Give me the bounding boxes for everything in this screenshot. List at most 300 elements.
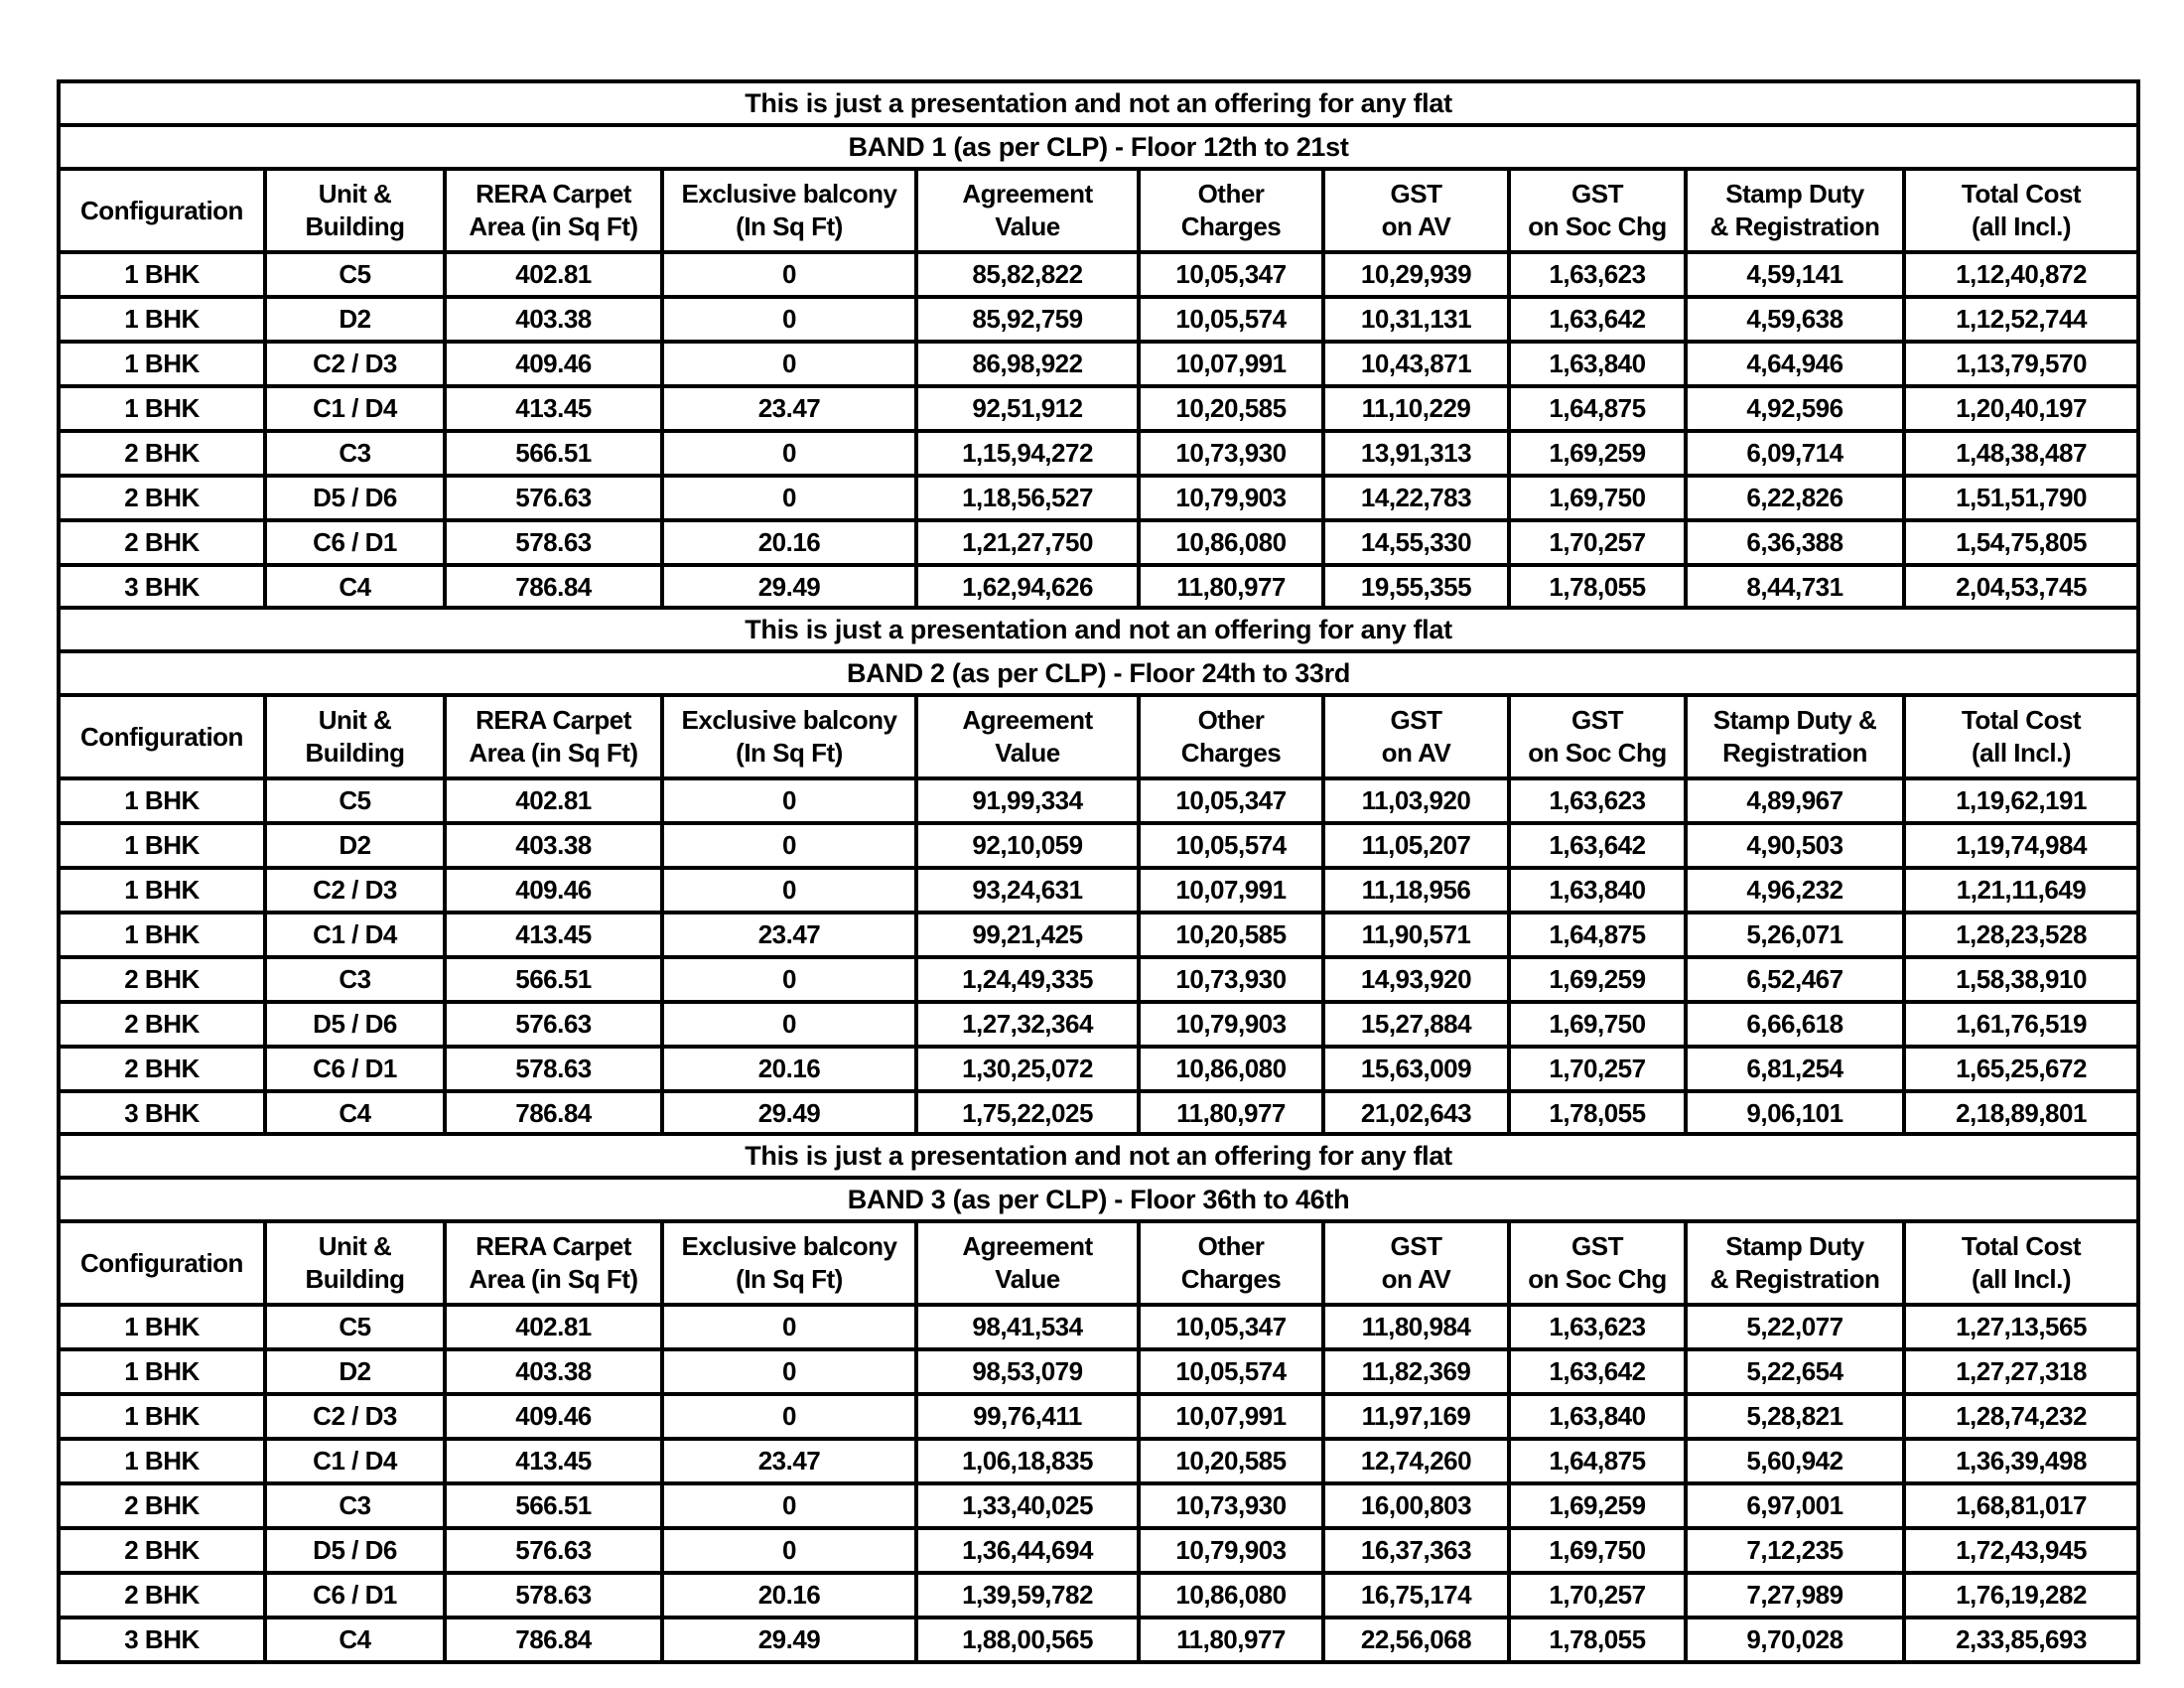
cell-total-cost: 1,19,74,984 <box>1904 823 2138 868</box>
cell-gst-on-av: 14,55,330 <box>1323 520 1509 565</box>
band-title: BAND 3 (as per CLP) - Floor 36th to 46th <box>59 1178 2138 1221</box>
cell-gst-on-av: 11,90,571 <box>1323 913 1509 957</box>
cell-gst-on-av: 10,29,939 <box>1323 252 1509 297</box>
cell-unit-building: C4 <box>265 1618 445 1662</box>
cell-exclusive-balcony: 0 <box>662 1305 916 1349</box>
cell-agreement-value: 85,82,822 <box>916 252 1139 297</box>
column-header-stamp-duty-registration <box>1686 1221 1904 1305</box>
column-header-unit-building <box>265 695 445 778</box>
cell-agreement-value: 93,24,631 <box>916 868 1139 913</box>
cell-gst-on-av: 11,18,956 <box>1323 868 1509 913</box>
cell-other-charges: 10,73,930 <box>1139 431 1323 476</box>
cell-gst-on-soc-chg: 1,69,750 <box>1509 1528 1686 1573</box>
cell-total-cost: 1,27,27,318 <box>1904 1349 2138 1394</box>
cell-gst-on-av: 10,43,871 <box>1323 342 1509 386</box>
cell-gst-on-soc-chg: 1,63,840 <box>1509 1394 1686 1439</box>
table-row <box>59 1528 2138 1573</box>
cell-unit-building: C6 / D1 <box>265 1573 445 1618</box>
cell-agreement-value: 1,88,00,565 <box>916 1618 1139 1662</box>
cell-rera-carpet-area: 402.81 <box>445 252 662 297</box>
cell-stamp-duty-registration: 6,52,467 <box>1686 957 1904 1002</box>
cell-total-cost: 2,18,89,801 <box>1904 1091 2138 1136</box>
cell-total-cost: 1,48,38,487 <box>1904 431 2138 476</box>
cell-stamp-duty-registration: 6,22,826 <box>1686 476 1904 520</box>
table-row <box>59 957 2138 1002</box>
cell-agreement-value: 98,53,079 <box>916 1349 1139 1394</box>
column-header-line1: GST <box>1390 179 1442 209</box>
cell-configuration: 3 BHK <box>59 1091 265 1136</box>
cell-stamp-duty-registration: 7,27,989 <box>1686 1573 1904 1618</box>
column-header-line1: Agreement <box>962 179 1093 209</box>
column-header-gst-on-av <box>1323 695 1509 778</box>
table-row <box>59 1573 2138 1618</box>
cell-exclusive-balcony: 29.49 <box>662 565 916 610</box>
column-header-line1: Stamp Duty <box>1725 1231 1864 1261</box>
cell-total-cost: 1,28,23,528 <box>1904 913 2138 957</box>
cell-gst-on-soc-chg: 1,70,257 <box>1509 1047 1686 1091</box>
cell-gst-on-av: 14,93,920 <box>1323 957 1509 1002</box>
cell-configuration: 2 BHK <box>59 1483 265 1528</box>
cell-total-cost: 1,36,39,498 <box>1904 1439 2138 1483</box>
cell-total-cost: 1,68,81,017 <box>1904 1483 2138 1528</box>
cell-configuration: 1 BHK <box>59 913 265 957</box>
column-header-line2: Charges <box>1180 211 1282 241</box>
table-row <box>59 1002 2138 1047</box>
cell-exclusive-balcony: 29.49 <box>662 1618 916 1662</box>
cell-rera-carpet-area: 576.63 <box>445 476 662 520</box>
column-header-other-charges <box>1139 1221 1323 1305</box>
cell-exclusive-balcony: 0 <box>662 823 916 868</box>
cell-unit-building: D2 <box>265 297 445 342</box>
cell-rera-carpet-area: 402.81 <box>445 778 662 823</box>
cell-rera-carpet-area: 566.51 <box>445 957 662 1002</box>
column-header-gst-on-av <box>1323 1221 1509 1305</box>
column-header-line2: on Soc Chg <box>1528 211 1667 241</box>
cell-stamp-duty-registration: 9,06,101 <box>1686 1091 1904 1136</box>
cell-other-charges: 10,05,347 <box>1139 778 1323 823</box>
column-header-line1: Total Cost <box>1961 1231 2082 1261</box>
column-header-line1: Configuration <box>80 721 243 752</box>
cell-configuration: 1 BHK <box>59 1394 265 1439</box>
band-2-price-table <box>57 606 2140 1138</box>
column-header-line2: Area (in Sq Ft) <box>469 1264 638 1294</box>
column-header-line2: & Registration <box>1709 1264 1880 1294</box>
cell-agreement-value: 1,36,44,694 <box>916 1528 1139 1573</box>
cell-exclusive-balcony: 23.47 <box>662 386 916 431</box>
cell-gst-on-av: 19,55,355 <box>1323 565 1509 610</box>
cell-gst-on-soc-chg: 1,69,259 <box>1509 1483 1686 1528</box>
cell-unit-building: D5 / D6 <box>265 1002 445 1047</box>
cell-other-charges: 10,20,585 <box>1139 386 1323 431</box>
column-header-agreement-value <box>916 169 1139 252</box>
cell-total-cost: 1,58,38,910 <box>1904 957 2138 1002</box>
disclaimer-row <box>59 1134 2138 1178</box>
cell-gst-on-av: 11,03,920 <box>1323 778 1509 823</box>
cell-rera-carpet-area: 409.46 <box>445 868 662 913</box>
cell-stamp-duty-registration: 4,96,232 <box>1686 868 1904 913</box>
cell-gst-on-soc-chg: 1,64,875 <box>1509 913 1686 957</box>
cell-other-charges: 10,86,080 <box>1139 1573 1323 1618</box>
cell-configuration: 2 BHK <box>59 476 265 520</box>
cell-unit-building: C4 <box>265 565 445 610</box>
cell-rera-carpet-area: 578.63 <box>445 1573 662 1618</box>
column-header-line2: Building <box>305 738 405 768</box>
cell-stamp-duty-registration: 6,81,254 <box>1686 1047 1904 1091</box>
table-row <box>59 823 2138 868</box>
cell-rera-carpet-area: 403.38 <box>445 297 662 342</box>
cell-stamp-duty-registration: 4,89,967 <box>1686 778 1904 823</box>
cell-exclusive-balcony: 0 <box>662 476 916 520</box>
cell-exclusive-balcony: 0 <box>662 868 916 913</box>
column-header-total-cost <box>1904 695 2138 778</box>
column-header-agreement-value <box>916 695 1139 778</box>
cell-configuration: 1 BHK <box>59 252 265 297</box>
cell-gst-on-av: 11,80,984 <box>1323 1305 1509 1349</box>
cell-exclusive-balcony: 0 <box>662 1528 916 1573</box>
column-header-line2: (all Incl.) <box>1972 1264 2071 1294</box>
cell-configuration: 2 BHK <box>59 431 265 476</box>
column-header-total-cost <box>1904 1221 2138 1305</box>
band-title: BAND 1 (as per CLP) - Floor 12th to 21st <box>59 125 2138 169</box>
table-row <box>59 1394 2138 1439</box>
cell-agreement-value: 1,33,40,025 <box>916 1483 1139 1528</box>
column-header-configuration <box>59 169 265 252</box>
cell-other-charges: 11,80,977 <box>1139 565 1323 610</box>
cell-exclusive-balcony: 20.16 <box>662 1573 916 1618</box>
column-header-line2: & Registration <box>1709 211 1880 241</box>
cell-rera-carpet-area: 786.84 <box>445 565 662 610</box>
cell-gst-on-av: 16,75,174 <box>1323 1573 1509 1618</box>
cell-rera-carpet-area: 413.45 <box>445 1439 662 1483</box>
cell-unit-building: C2 / D3 <box>265 1394 445 1439</box>
cell-stamp-duty-registration: 5,28,821 <box>1686 1394 1904 1439</box>
cell-agreement-value: 1,75,22,025 <box>916 1091 1139 1136</box>
column-header-line1: GST <box>1390 1231 1442 1261</box>
cell-other-charges: 10,20,585 <box>1139 913 1323 957</box>
cell-rera-carpet-area: 576.63 <box>445 1528 662 1573</box>
cell-configuration: 2 BHK <box>59 957 265 1002</box>
cell-stamp-duty-registration: 6,97,001 <box>1686 1483 1904 1528</box>
cell-gst-on-soc-chg: 1,63,840 <box>1509 342 1686 386</box>
cell-rera-carpet-area: 566.51 <box>445 1483 662 1528</box>
column-header-line1: GST <box>1571 1231 1623 1261</box>
cell-other-charges: 10,05,574 <box>1139 297 1323 342</box>
cell-agreement-value: 1,21,27,750 <box>916 520 1139 565</box>
column-header-line2: Building <box>305 1264 405 1294</box>
cell-gst-on-soc-chg: 1,78,055 <box>1509 565 1686 610</box>
column-header-gst-on-soc-chg <box>1509 695 1686 778</box>
column-header-gst-on-soc-chg <box>1509 169 1686 252</box>
cell-gst-on-av: 16,00,803 <box>1323 1483 1509 1528</box>
cell-gst-on-soc-chg: 1,63,623 <box>1509 1305 1686 1349</box>
column-header-line1: Agreement <box>962 1231 1093 1261</box>
column-header-line1: RERA Carpet <box>476 705 631 735</box>
cell-unit-building: C6 / D1 <box>265 520 445 565</box>
table-row <box>59 297 2138 342</box>
cell-unit-building: C1 / D4 <box>265 386 445 431</box>
column-header-exclusive-balcony <box>662 1221 916 1305</box>
table-row <box>59 1618 2138 1662</box>
cell-rera-carpet-area: 409.46 <box>445 1394 662 1439</box>
cell-agreement-value: 1,30,25,072 <box>916 1047 1139 1091</box>
cell-configuration: 2 BHK <box>59 1047 265 1091</box>
cell-unit-building: D5 / D6 <box>265 1528 445 1573</box>
column-header-row <box>59 1221 2138 1305</box>
cell-exclusive-balcony: 0 <box>662 252 916 297</box>
table-row <box>59 1349 2138 1394</box>
table-row <box>59 1483 2138 1528</box>
cell-configuration: 1 BHK <box>59 297 265 342</box>
cell-total-cost: 1,13,79,570 <box>1904 342 2138 386</box>
column-header-line1: Exclusive balcony <box>681 705 897 735</box>
cell-stamp-duty-registration: 5,60,942 <box>1686 1439 1904 1483</box>
cell-exclusive-balcony: 0 <box>662 1002 916 1047</box>
column-header-line1: GST <box>1390 705 1442 735</box>
column-header-line1: GST <box>1571 705 1623 735</box>
column-header-rera-carpet-area <box>445 1221 662 1305</box>
cell-rera-carpet-area: 578.63 <box>445 520 662 565</box>
cell-gst-on-soc-chg: 1,63,642 <box>1509 297 1686 342</box>
column-header-rera-carpet-area <box>445 695 662 778</box>
cell-configuration: 3 BHK <box>59 1618 265 1662</box>
cell-configuration: 2 BHK <box>59 1002 265 1047</box>
band-title: BAND 2 (as per CLP) - Floor 24th to 33rd <box>59 651 2138 695</box>
cell-unit-building: C3 <box>265 1483 445 1528</box>
cell-stamp-duty-registration: 6,66,618 <box>1686 1002 1904 1047</box>
cell-other-charges: 10,79,903 <box>1139 476 1323 520</box>
column-header-other-charges <box>1139 169 1323 252</box>
column-header-line2: Area (in Sq Ft) <box>469 211 638 241</box>
column-header-line1: RERA Carpet <box>476 1231 631 1261</box>
cell-total-cost: 1,54,75,805 <box>1904 520 2138 565</box>
cell-rera-carpet-area: 413.45 <box>445 386 662 431</box>
cell-total-cost: 1,21,11,649 <box>1904 868 2138 913</box>
cell-agreement-value: 91,99,334 <box>916 778 1139 823</box>
cell-other-charges: 10,79,903 <box>1139 1002 1323 1047</box>
column-header-total-cost <box>1904 169 2138 252</box>
cell-unit-building: D2 <box>265 1349 445 1394</box>
cell-gst-on-soc-chg: 1,64,875 <box>1509 1439 1686 1483</box>
table-row <box>59 868 2138 913</box>
cell-configuration: 1 BHK <box>59 1349 265 1394</box>
disclaimer-row <box>59 608 2138 651</box>
cell-exclusive-balcony: 0 <box>662 1394 916 1439</box>
cell-total-cost: 1,76,19,282 <box>1904 1573 2138 1618</box>
cell-total-cost: 1,65,25,672 <box>1904 1047 2138 1091</box>
cell-stamp-duty-registration: 4,59,638 <box>1686 297 1904 342</box>
cell-exclusive-balcony: 29.49 <box>662 1091 916 1136</box>
cell-gst-on-av: 11,10,229 <box>1323 386 1509 431</box>
cell-agreement-value: 92,51,912 <box>916 386 1139 431</box>
table-row <box>59 1047 2138 1091</box>
column-header-line1: Stamp Duty <box>1725 179 1864 209</box>
cell-stamp-duty-registration: 5,22,654 <box>1686 1349 1904 1394</box>
cell-rera-carpet-area: 413.45 <box>445 913 662 957</box>
cell-other-charges: 10,86,080 <box>1139 520 1323 565</box>
cell-gst-on-av: 13,91,313 <box>1323 431 1509 476</box>
cell-configuration: 1 BHK <box>59 823 265 868</box>
column-header-line2: on Soc Chg <box>1528 738 1667 768</box>
cell-gst-on-soc-chg: 1,69,259 <box>1509 431 1686 476</box>
cell-rera-carpet-area: 402.81 <box>445 1305 662 1349</box>
cell-other-charges: 10,07,991 <box>1139 342 1323 386</box>
cell-configuration: 1 BHK <box>59 778 265 823</box>
column-header-agreement-value <box>916 1221 1139 1305</box>
cell-agreement-value: 92,10,059 <box>916 823 1139 868</box>
column-header-line2: (all Incl.) <box>1972 738 2071 768</box>
column-header-line2: on AV <box>1381 738 1451 768</box>
cell-unit-building: C5 <box>265 778 445 823</box>
cell-exclusive-balcony: 20.16 <box>662 520 916 565</box>
cell-unit-building: C2 / D3 <box>265 342 445 386</box>
cell-unit-building: C5 <box>265 1305 445 1349</box>
cell-gst-on-av: 15,27,884 <box>1323 1002 1509 1047</box>
column-header-line1: Total Cost <box>1961 179 2082 209</box>
cell-unit-building: D2 <box>265 823 445 868</box>
cell-other-charges: 10,79,903 <box>1139 1528 1323 1573</box>
cell-stamp-duty-registration: 5,26,071 <box>1686 913 1904 957</box>
cell-exclusive-balcony: 0 <box>662 957 916 1002</box>
column-header-exclusive-balcony <box>662 169 916 252</box>
cell-total-cost: 2,04,53,745 <box>1904 565 2138 610</box>
column-header-line1: Unit & <box>318 705 392 735</box>
cell-exclusive-balcony: 0 <box>662 1483 916 1528</box>
cell-gst-on-av: 12,74,260 <box>1323 1439 1509 1483</box>
table-row <box>59 1439 2138 1483</box>
cell-stamp-duty-registration: 4,59,141 <box>1686 252 1904 297</box>
cell-agreement-value: 1,39,59,782 <box>916 1573 1139 1618</box>
cell-stamp-duty-registration: 4,90,503 <box>1686 823 1904 868</box>
cell-unit-building: C4 <box>265 1091 445 1136</box>
disclaimer-text: This is just a presentation and not an offering for any flat <box>59 1134 2138 1178</box>
table-row <box>59 431 2138 476</box>
cell-other-charges: 10,20,585 <box>1139 1439 1323 1483</box>
cell-rera-carpet-area: 403.38 <box>445 823 662 868</box>
cell-total-cost: 1,51,51,790 <box>1904 476 2138 520</box>
cell-unit-building: C1 / D4 <box>265 913 445 957</box>
cell-gst-on-soc-chg: 1,63,642 <box>1509 823 1686 868</box>
cell-gst-on-av: 11,82,369 <box>1323 1349 1509 1394</box>
cell-gst-on-soc-chg: 1,63,623 <box>1509 778 1686 823</box>
cell-other-charges: 10,07,991 <box>1139 868 1323 913</box>
band-1-price-table <box>57 79 2140 612</box>
cell-rera-carpet-area: 403.38 <box>445 1349 662 1394</box>
column-header-line2: Value <box>995 211 1060 241</box>
cell-agreement-value: 99,21,425 <box>916 913 1139 957</box>
cell-other-charges: 10,07,991 <box>1139 1394 1323 1439</box>
cell-unit-building: C3 <box>265 957 445 1002</box>
cell-gst-on-av: 14,22,783 <box>1323 476 1509 520</box>
column-header-line1: RERA Carpet <box>476 179 631 209</box>
cell-other-charges: 10,05,347 <box>1139 252 1323 297</box>
cell-exclusive-balcony: 0 <box>662 431 916 476</box>
cell-total-cost: 2,33,85,693 <box>1904 1618 2138 1662</box>
cell-total-cost: 1,19,62,191 <box>1904 778 2138 823</box>
cell-configuration: 1 BHK <box>59 386 265 431</box>
disclaimer-text: This is just a presentation and not an offering for any flat <box>59 81 2138 125</box>
column-header-line2: (In Sq Ft) <box>736 211 843 241</box>
table-row <box>59 252 2138 297</box>
cell-exclusive-balcony: 0 <box>662 342 916 386</box>
table-row <box>59 342 2138 386</box>
cell-total-cost: 1,61,76,519 <box>1904 1002 2138 1047</box>
cell-unit-building: D5 / D6 <box>265 476 445 520</box>
cell-exclusive-balcony: 20.16 <box>662 1047 916 1091</box>
band-title-row <box>59 1178 2138 1221</box>
column-header-line1: Total Cost <box>1961 705 2082 735</box>
cell-unit-building: C6 / D1 <box>265 1047 445 1091</box>
cell-agreement-value: 1,15,94,272 <box>916 431 1139 476</box>
column-header-line1: Other <box>1197 179 1265 209</box>
column-header-line1: Configuration <box>80 1247 243 1278</box>
column-header-rera-carpet-area <box>445 169 662 252</box>
cell-exclusive-balcony: 23.47 <box>662 913 916 957</box>
cell-agreement-value: 86,98,922 <box>916 342 1139 386</box>
cell-configuration: 1 BHK <box>59 868 265 913</box>
column-header-row <box>59 695 2138 778</box>
cell-exclusive-balcony: 0 <box>662 297 916 342</box>
cell-other-charges: 11,80,977 <box>1139 1091 1323 1136</box>
cell-rera-carpet-area: 578.63 <box>445 1047 662 1091</box>
cell-exclusive-balcony: 0 <box>662 778 916 823</box>
cell-agreement-value: 1,06,18,835 <box>916 1439 1139 1483</box>
column-header-configuration <box>59 695 265 778</box>
cell-total-cost: 1,72,43,945 <box>1904 1528 2138 1573</box>
table-row <box>59 778 2138 823</box>
table-row <box>59 386 2138 431</box>
band-title-row <box>59 651 2138 695</box>
column-header-line1: Exclusive balcony <box>681 1231 897 1261</box>
cell-agreement-value: 99,76,411 <box>916 1394 1139 1439</box>
column-header-exclusive-balcony <box>662 695 916 778</box>
cell-gst-on-soc-chg: 1,70,257 <box>1509 520 1686 565</box>
cell-other-charges: 10,86,080 <box>1139 1047 1323 1091</box>
column-header-line1: Other <box>1197 1231 1265 1261</box>
column-header-line2: Building <box>305 211 405 241</box>
column-header-line2: Charges <box>1180 1264 1282 1294</box>
cell-agreement-value: 1,62,94,626 <box>916 565 1139 610</box>
cell-stamp-duty-registration: 6,09,714 <box>1686 431 1904 476</box>
cell-gst-on-soc-chg: 1,69,750 <box>1509 476 1686 520</box>
cell-gst-on-av: 10,31,131 <box>1323 297 1509 342</box>
cell-agreement-value: 1,18,56,527 <box>916 476 1139 520</box>
column-header-configuration <box>59 1221 265 1305</box>
column-header-line1: Configuration <box>80 195 243 225</box>
column-header-line1: Other <box>1197 705 1265 735</box>
cell-agreement-value: 1,27,32,364 <box>916 1002 1139 1047</box>
band-title-row <box>59 125 2138 169</box>
cell-exclusive-balcony: 0 <box>662 1349 916 1394</box>
cell-stamp-duty-registration: 5,22,077 <box>1686 1305 1904 1349</box>
cell-unit-building: C3 <box>265 431 445 476</box>
column-header-gst-on-av <box>1323 169 1509 252</box>
cell-gst-on-soc-chg: 1,63,623 <box>1509 252 1686 297</box>
column-header-line2: Charges <box>1180 738 1282 768</box>
cell-stamp-duty-registration: 9,70,028 <box>1686 1618 1904 1662</box>
cell-stamp-duty-registration: 7,12,235 <box>1686 1528 1904 1573</box>
column-header-line2: Value <box>995 1264 1060 1294</box>
table-row <box>59 476 2138 520</box>
cell-agreement-value: 98,41,534 <box>916 1305 1139 1349</box>
column-header-line1: Unit & <box>318 1231 392 1261</box>
cell-gst-on-av: 16,37,363 <box>1323 1528 1509 1573</box>
column-header-line2: on AV <box>1381 211 1451 241</box>
cell-exclusive-balcony: 23.47 <box>662 1439 916 1483</box>
cell-gst-on-soc-chg: 1,78,055 <box>1509 1091 1686 1136</box>
cell-total-cost: 1,20,40,197 <box>1904 386 2138 431</box>
cell-total-cost: 1,27,13,565 <box>1904 1305 2138 1349</box>
cell-configuration: 2 BHK <box>59 1528 265 1573</box>
